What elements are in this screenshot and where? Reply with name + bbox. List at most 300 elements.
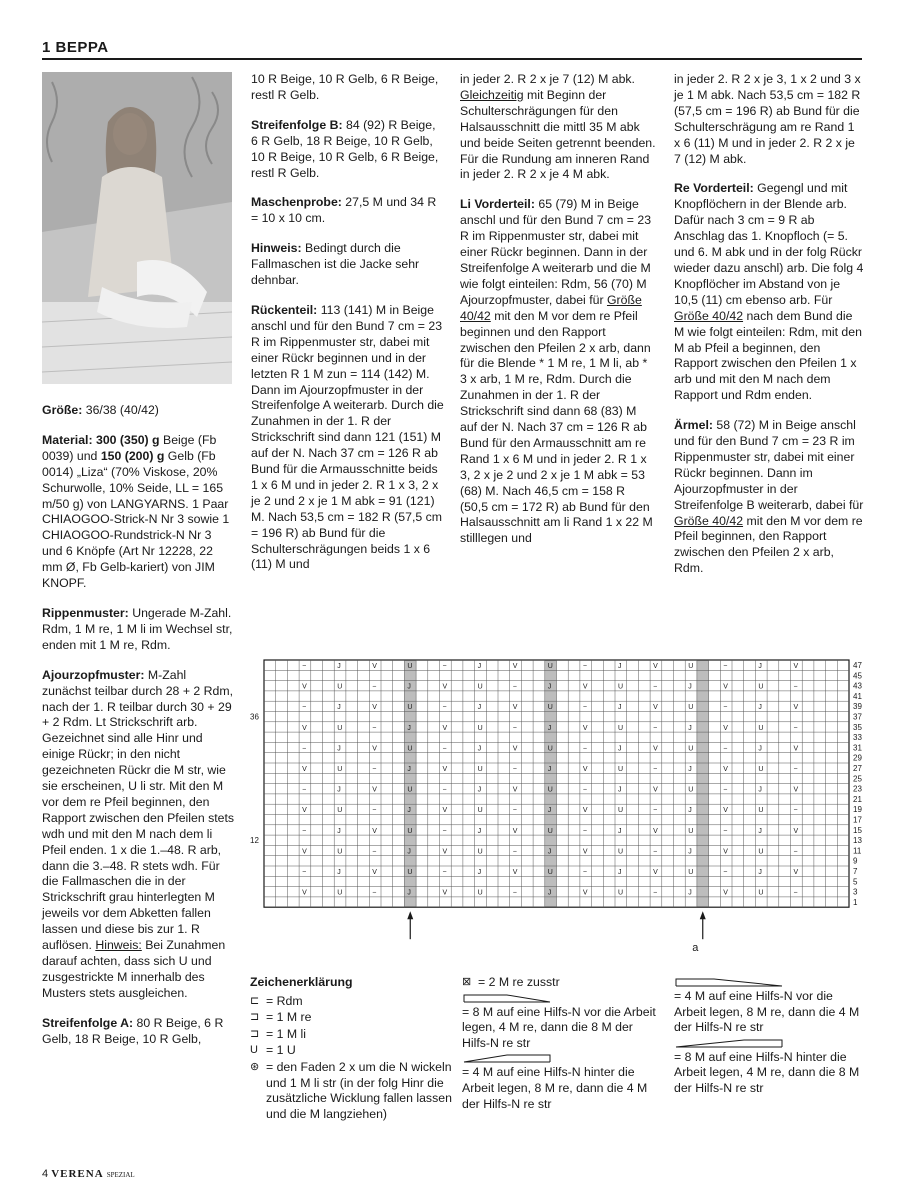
stitch-glyph: J <box>688 807 692 815</box>
legend-text: = 8 M auf eine Hilfs-N vor die Arbeit legen, 4 M re, dann die 8 M der Hilfs-N re str <box>462 1004 656 1050</box>
stitch-glyph: − <box>723 827 728 835</box>
note-paragraph <box>251 241 444 289</box>
stitch-glyph: U <box>688 745 694 753</box>
legend-item <box>674 1050 864 1097</box>
row-number: 19 <box>853 805 862 815</box>
stitch-glyph: − <box>723 704 728 712</box>
row-number: 5 <box>853 877 858 887</box>
cable-right-8-4-icon <box>674 1038 784 1048</box>
stitch-glyph: V <box>512 663 518 670</box>
back-piece-paragraph <box>251 303 444 573</box>
stitch-glyph: J <box>688 683 692 691</box>
stitch-glyph: − <box>442 869 447 876</box>
legend-item <box>250 1027 460 1043</box>
column-2 <box>251 72 444 587</box>
stitch-glyph: U <box>688 827 694 835</box>
stitch-glyph: U <box>688 704 694 712</box>
stitch-glyph: − <box>372 683 377 691</box>
row-number: 41 <box>853 691 862 701</box>
row-number: 1 <box>853 897 858 907</box>
stitch-glyph: J <box>477 786 482 794</box>
stitch-glyph: J <box>758 704 762 712</box>
stitch-glyph: J <box>547 683 552 691</box>
stitch-glyph: − <box>372 807 377 815</box>
stitch-glyph: − <box>302 827 307 835</box>
row-number: 35 <box>853 722 862 732</box>
note-label: Hinweis: <box>251 241 302 256</box>
stitch-glyph: J <box>477 827 482 835</box>
page-footer <box>42 1168 135 1180</box>
stitch-glyph: − <box>723 663 728 670</box>
stitch-glyph: U <box>547 869 553 876</box>
stitch-glyph: − <box>653 889 658 897</box>
stitch-glyph: V <box>582 889 588 897</box>
yarn-over-symbol: U <box>250 1044 258 1057</box>
row-number: 17 <box>853 815 862 825</box>
stitch-glyph: U <box>337 766 343 773</box>
rib-pattern-text: Ungerade M-Zahl. Rdm, 1 M re, 1 M li im Wechsel str, enden mit 1 M re, Rdm. <box>42 605 233 652</box>
stitch-glyph: J <box>758 786 762 794</box>
stitch-glyph: U <box>407 869 413 876</box>
stitch-glyph: J <box>547 766 552 773</box>
stitch-glyph: U <box>477 766 483 773</box>
stitch-glyph: U <box>618 766 624 773</box>
stitch-glyph: U <box>407 827 413 835</box>
stripe-a-label: Streifenfolge A: <box>42 1015 134 1030</box>
row-number: 23 <box>853 784 862 794</box>
legend-title: Zeichenerklärung <box>250 975 353 989</box>
magazine-subtitle: SPEZIAL <box>106 1171 135 1179</box>
stitch-glyph: J <box>688 724 692 732</box>
stitch-glyph: − <box>512 766 517 773</box>
legend-item <box>462 1065 657 1112</box>
row-number: 43 <box>853 681 862 691</box>
stitch-glyph: J <box>407 807 411 815</box>
ajour-hinweis: Hinweis: <box>95 938 142 953</box>
stitch-glyph: V <box>582 683 588 691</box>
row-number: 31 <box>853 743 862 753</box>
stitch-glyph: U <box>547 786 553 794</box>
stitch-glyph: V <box>512 869 518 876</box>
stitch-glyph: U <box>407 704 413 712</box>
rib-pattern-paragraph <box>42 606 235 654</box>
stitch-glyph: − <box>723 786 728 794</box>
stitch-glyph: J <box>547 889 552 897</box>
legend-item <box>250 1043 460 1059</box>
legend-text: = Rdm <box>266 993 303 1008</box>
stitch-glyph: J <box>618 745 622 753</box>
stitch-glyph: − <box>793 889 798 897</box>
row-number: 29 <box>853 753 862 763</box>
pattern-title: 1 BEPPA <box>42 39 109 56</box>
column-3 <box>460 72 656 561</box>
stitch-glyph: J <box>407 766 411 773</box>
stitch-glyph: U <box>688 869 694 876</box>
row-number: 11 <box>853 846 862 856</box>
stitch-glyph: J <box>337 663 341 670</box>
row-number: 45 <box>853 671 862 681</box>
stitch-glyph: J <box>688 766 692 773</box>
stitch-glyph: V <box>442 683 448 691</box>
stitch-glyph: J <box>688 889 692 897</box>
stitch-glyph: J <box>477 663 482 670</box>
cable-left-4-8-icon <box>674 977 784 987</box>
stitch-glyph: V <box>442 848 448 856</box>
gauge-label: Maschenprobe: <box>251 195 342 210</box>
stitch-glyph: V <box>653 869 658 876</box>
stitch-glyph: U <box>337 848 343 856</box>
sleeves-label: Ärmel: <box>674 418 713 433</box>
stitch-glyph: V <box>302 683 307 691</box>
stitch-glyph: V <box>582 724 588 732</box>
row-number: 12 <box>250 836 259 846</box>
row-number: 47 <box>853 661 862 670</box>
stitch-glyph: V <box>512 827 518 835</box>
stitch-glyph: V <box>372 786 377 794</box>
size-paragraph <box>42 403 235 419</box>
ajour-pattern-text-1: M-Zahl zunächst teilbar durch 28 + 2 Rdm, nach der 1. R teilbar durch 30 + 29 + 2 Rdm. Lt Strickschrift arb. Gezeichnet sind alle Hinr und einige Rückr; in den nicht gezeichneten Rückr die M str, wie sie erscheinen, U li str. Mit den M vor dem re Pfeil beginnen, den Rapport zwischen den Pfeilen stets wdh und mit den M nach dem li Pfeil enden. 1 x die 1.–48. R arb, dann die 3.–48. R stets wdh. Für die Fallmaschen die in der Strickschrift grau hinterlegten M jeweils vor dem Abketten fallen lassen und diese bis zur 1. R auflösen. <box>42 667 235 953</box>
material-paragraph <box>42 433 235 592</box>
stitch-glyph: J <box>337 869 341 876</box>
stitch-glyph: − <box>442 745 447 753</box>
stitch-glyph: − <box>793 766 798 773</box>
legend-text: = 1 M re <box>266 1010 312 1025</box>
stitch-glyph: U <box>758 807 764 815</box>
row-number: 39 <box>853 702 862 712</box>
material-label: Material: <box>42 432 93 447</box>
stitch-glyph: J <box>477 869 482 876</box>
stitch-glyph: J <box>618 827 622 835</box>
legend-text: = 4 M auf eine Hilfs-N vor die Arbeit legen, 8 M re, dann die 4 M der Hilfs-N re str <box>674 989 860 1035</box>
stitch-glyph: V <box>372 704 377 712</box>
stitch-glyph: J <box>547 848 552 856</box>
stitch-glyph: V <box>653 704 658 712</box>
material-bold-1: 300 (350) g <box>92 432 160 447</box>
stitch-glyph: U <box>337 724 343 732</box>
row-number: 13 <box>853 836 862 846</box>
gauge-paragraph <box>251 195 444 227</box>
stitch-glyph: V <box>582 766 588 773</box>
left-front-size: Größe 40/42 <box>460 292 642 323</box>
legend-item <box>462 1005 657 1052</box>
stitch-glyph: − <box>512 848 517 856</box>
stitch-glyph: U <box>407 745 413 753</box>
stitch-glyph: J <box>618 663 622 670</box>
stitch-glyph: U <box>618 724 624 732</box>
stitch-glyph: J <box>407 889 411 897</box>
stitch-glyph: − <box>302 869 307 876</box>
material-text-1: Beige (Fb 0039) und <box>42 432 217 463</box>
stitch-glyph: − <box>442 827 447 835</box>
stitch-glyph: U <box>758 766 764 773</box>
legend-text: = 4 M auf eine Hilfs-N hinter die Arbeit legen, 8 M re, dann die 4 M der Hilfs-N re str <box>462 1065 648 1111</box>
legend-item <box>250 994 460 1010</box>
right-front-size: Größe 40/42 <box>674 308 744 323</box>
left-front-text-2: mit den M vor dem re Pfeil beginnen und den Rapport zwischen den Pfeilen 2 x arb, dann für die Blende * 1 M re, 1 M li, ab * 3 x arb, 1 M re, Rdm. Durch die Zunahmen in der 1. R der Strickschrift sind dann 68 (83) M auf der N. Nach 37 cm = 126 R ab Bund für den Armausschnitt am re Rand 1 x 6 M und in jeder 2. R 1 x 3, 2 x je 2 und 2 x je 1 M abk = 53 (68) M. Nach 46,5 cm = 158 R (50,5 cm = 172 R) ab Bund für den Halsausschnitt am li Rand 1 x 22 M stilllegen und <box>460 308 653 546</box>
rib-pattern-label: Rippenmuster: <box>42 605 129 620</box>
stitch-glyph: V <box>372 827 377 835</box>
stitch-glyph: U <box>337 683 343 691</box>
stitch-glyph: V <box>512 745 518 753</box>
page-number: 4 <box>42 1168 49 1180</box>
stitch-glyph: V <box>653 745 658 753</box>
stitch-glyph: V <box>302 889 307 897</box>
stitch-glyph: U <box>407 786 413 794</box>
stitch-glyph: U <box>758 848 764 856</box>
sleeves-text-1: 58 (72) M in Beige anschl und für den Bund 7 cm = 23 R im Rippenmuster str, dabei mit einer Rückr beginnen. Dann im Ajourzopfmuster in der Streifenfolge B weiterarb, dabei für <box>674 418 864 512</box>
stitch-glyph: U <box>758 889 764 897</box>
stitch-glyph: V <box>793 704 799 712</box>
stitch-glyph: J <box>758 663 762 670</box>
stitch-glyph: V <box>653 786 658 794</box>
stitch-glyph: − <box>442 663 447 670</box>
stitch-glyph: − <box>793 807 798 815</box>
sleeves-size: Größe 40/42 <box>674 513 744 528</box>
column-1 <box>42 403 235 1062</box>
stitch-glyph: − <box>442 786 447 794</box>
knitting-chart <box>250 655 865 955</box>
row-number: 25 <box>853 774 862 784</box>
sleeves-text-2: mit den M vor dem re Pfeil beginnen, den Rapport zwischen den Pfeilen 2 x arb, Rdm. <box>674 513 863 576</box>
stitch-glyph: − <box>512 683 517 691</box>
right-front-paragraph <box>674 181 864 404</box>
stitch-glyph: V <box>302 848 307 856</box>
stitch-glyph: − <box>793 848 798 856</box>
stripe-a-text: 80 R Beige, 6 R Gelb, 18 R Beige, 10 R Gelb, <box>42 1015 224 1046</box>
stitch-glyph: V <box>723 766 728 773</box>
sleeves-paragraph <box>674 418 864 577</box>
magazine-brand: VERENA <box>51 1168 104 1180</box>
size-label: Größe: <box>42 403 83 417</box>
stitch-glyph: U <box>758 683 764 691</box>
stitch-glyph: V <box>793 663 799 670</box>
row-number: 36 <box>250 712 259 722</box>
purl-stitch-symbol: ⊐ <box>250 1027 260 1040</box>
stitch-glyph: U <box>547 704 553 712</box>
stitch-glyph: − <box>653 848 658 856</box>
back-cont-text-2: mit Beginn der Schulterschrägungen für den Halsausschnitt die mittl 35 M abk und beide Seiten getrennt beenden. Für die Rundung am inneren Rand in jeder 2. R 2 x je 4 M abk. <box>460 87 656 182</box>
stitch-glyph: − <box>653 807 658 815</box>
stitch-glyph: V <box>512 704 518 712</box>
stitch-glyph: V <box>582 807 588 815</box>
k2tog-symbol: ⊠ <box>462 976 472 988</box>
left-front-label: Li Vorderteil: <box>460 197 535 212</box>
stitch-glyph: V <box>793 786 799 794</box>
gauge-text: 27,5 M und 34 R = 10 x 10 cm. <box>251 195 437 226</box>
legend-item <box>462 975 657 991</box>
stitch-glyph: U <box>477 807 483 815</box>
stitch-glyph: U <box>758 724 764 732</box>
stitch-glyph: J <box>337 786 341 794</box>
ajour-pattern-paragraph <box>42 668 235 1002</box>
stitch-glyph: U <box>477 848 483 856</box>
stitch-glyph: U <box>337 889 343 897</box>
material-bold-2: 150 (200) g <box>100 448 165 463</box>
stitch-glyph: U <box>688 663 694 670</box>
legend-column-3 <box>674 975 864 1098</box>
stitch-glyph: V <box>653 663 658 670</box>
knit-stitch-symbol: ⊐ <box>250 1011 260 1024</box>
row-number: 37 <box>853 712 862 722</box>
stitch-glyph: J <box>618 786 622 794</box>
stitch-glyph: U <box>547 663 553 670</box>
double-wrap-symbol: ⊛ <box>250 1060 260 1073</box>
knitting-chart-grid <box>250 655 865 955</box>
stitch-glyph: − <box>723 869 728 876</box>
arrow-head <box>700 911 706 919</box>
stripe-b-text: 84 (92) R Beige, 6 R Gelb, 18 R Beige, 10 R Gelb, 10 R Beige, 10 R Gelb, 6 R Beige, restl R Gelb. <box>251 117 439 180</box>
stitch-glyph: V <box>793 869 799 876</box>
legend-column-2 <box>462 975 657 1113</box>
stitch-glyph: U <box>618 683 624 691</box>
page-header <box>42 38 862 60</box>
stitch-glyph: − <box>653 683 658 691</box>
stitch-glyph: U <box>618 807 624 815</box>
material-text-2: Gelb (Fb 0014) „Liza“ (70% Viskose, 20% Schurwolle, 10% Seide, LL = 165 m/50 g) von LANGYARNS. 1 Paar CHIAOGOO-Strick-N Nr 3 sowie 1 CHIAOGOO-Rundstrick-N Nr 3 und 6 Knöpfe (Art Nr 12228, 22 mm Ø, Fb Gelb-kariert) von JIM KNOPF. <box>42 448 230 591</box>
stripe-a-continuation: 10 R Beige, 10 R Gelb, 6 R Beige, restl R Gelb. <box>251 72 439 102</box>
left-front-continuation: in jeder 2. R 2 x je 3, 1 x 2 und 3 x je 1 M abk. Nach 53,5 cm = 182 R (57,5 cm = 196 R) ab Bund für die Schulterschrägung am re Rand 1 x 6 (11) M und in jeder 2. R 2 x je 7 (12) M abk. <box>674 72 861 166</box>
legend-text: = 1 M li <box>266 1026 306 1041</box>
stitch-glyph: J <box>547 807 552 815</box>
cable-left-8-4-icon <box>462 993 552 1003</box>
edge-stitch-symbol: ⊏ <box>250 994 260 1007</box>
stitch-glyph: V <box>723 889 728 897</box>
stitch-glyph: J <box>477 704 482 712</box>
stitch-glyph: U <box>407 663 413 670</box>
stitch-glyph: V <box>302 724 307 732</box>
stitch-glyph: V <box>582 848 588 856</box>
stitch-glyph: V <box>793 827 799 835</box>
stitch-glyph: J <box>758 869 762 876</box>
stitch-glyph: − <box>582 663 587 670</box>
row-number: 33 <box>853 733 862 743</box>
right-front-label: Re Vorderteil: <box>674 181 754 196</box>
stitch-glyph: U <box>547 827 553 835</box>
model-photo-illustration <box>42 72 232 384</box>
stitch-glyph: J <box>758 827 762 835</box>
stitch-glyph: V <box>723 848 728 856</box>
stitch-glyph: − <box>302 786 307 794</box>
right-front-text-2: nach dem Bund die M wie folgt einteilen: Rdm, mit den M ab Pfeil a beginnen, den Rapport zwischen den Pfeilen 1 x arb und mit den M nach dem Rapport und Rdm enden. <box>674 308 862 403</box>
legend-item <box>674 989 864 1036</box>
stitch-glyph: − <box>302 745 307 753</box>
stitch-glyph: J <box>618 869 622 876</box>
stitch-glyph: − <box>793 683 798 691</box>
stitch-glyph: V <box>653 827 658 835</box>
row-number: 3 <box>853 887 858 897</box>
stitch-glyph: V <box>302 766 307 773</box>
stitch-glyph: J <box>337 745 341 753</box>
stripe-b-label: Streifenfolge B: <box>251 117 343 132</box>
stitch-glyph: − <box>582 745 587 753</box>
stitch-glyph: J <box>758 745 762 753</box>
stitch-glyph: V <box>442 807 448 815</box>
stitch-glyph: − <box>372 724 377 732</box>
stitch-glyph: V <box>372 869 377 876</box>
stitch-glyph: V <box>372 745 377 753</box>
legend-text: = 1 U <box>266 1043 296 1058</box>
stitch-glyph: J <box>688 848 692 856</box>
stitch-glyph: − <box>582 827 587 835</box>
stitch-glyph: − <box>372 889 377 897</box>
back-piece-text: 113 (141) M in Beige anschl und für den Bund 7 cm = 23 R im Rippenmuster str, dabei mit einer Rückr beginnen und in der letzten R 1 M zun = 114 (142) M. Dann im Ajourzopfmuster in der Streifenfolge A weiterarb. Durch die Zunahmen in der 1. R der Strickschrift sind dann 121 (151) M auf der N. Nach 37 cm = 126 R ab Bund für die Armausschnitte beids 1 x 6 M und in jeder 2. R 1 x 3, 2 x je 2 und 2 x je 1 M abk = 91 (121) M. Nach 53,5 cm = 182 R (57,5 cm = 196 R) ab Bund für die Schulterschrägungen beids 1 x 6 (11) M und <box>251 302 444 572</box>
stitch-glyph: U <box>618 889 624 897</box>
stitch-glyph: V <box>372 663 377 670</box>
row-number: 27 <box>853 764 862 773</box>
stitch-glyph: − <box>512 807 517 815</box>
arrow-label-a: a <box>692 942 699 955</box>
legend-column-1 <box>250 975 460 1123</box>
stitch-glyph: J <box>407 724 411 732</box>
right-front-text-1: Gegengl und mit Knopflöchern in der Blende arb. Dafür nach 3 cm = 9 R ab Anschlag das 1. Knopfloch (= 5. und 6. M abk und in der folg Rückr wieder dazu anschl) arb. Die folg 4 Knopflöcher im Abstand von je 10,5 (11) cm ebenso arb. Für <box>674 181 864 307</box>
stitch-glyph: − <box>723 745 728 753</box>
back-cont-text-1: in jeder 2. R 2 x je 7 (12) M abk. <box>460 72 635 86</box>
stitch-glyph: U <box>337 807 343 815</box>
left-front-paragraph <box>460 197 656 547</box>
back-piece-continuation <box>460 72 656 183</box>
stitch-glyph: V <box>723 683 728 691</box>
legend-text: = den Faden 2 x um die N wickeln und 1 M li str (in der folg Hinr die zusätzliche Wicklung fallen lassen und die M langziehen) <box>266 1059 452 1121</box>
stripe-b-paragraph <box>251 118 444 182</box>
legend-text: = 8 M auf eine Hilfs-N hinter die Arbeit legen, 4 M re, dann die 8 M der Hilfs-N re str <box>674 1049 860 1095</box>
stitch-glyph: V <box>442 889 448 897</box>
legend-item <box>250 1060 460 1122</box>
stitch-glyph: − <box>582 786 587 794</box>
stitch-glyph: − <box>302 704 307 712</box>
cable-right-4-8-icon <box>462 1053 552 1063</box>
stitch-glyph: J <box>547 724 552 732</box>
stitch-glyph: J <box>337 827 341 835</box>
size-text: 36/38 (40/42) <box>82 403 159 417</box>
stitch-glyph: U <box>477 683 483 691</box>
stitch-glyph: − <box>512 724 517 732</box>
back-piece-label: Rückenteil: <box>251 302 318 317</box>
stitch-glyph: U <box>688 786 694 794</box>
stitch-glyph: V <box>723 807 728 815</box>
stitch-glyph: J <box>407 683 411 691</box>
row-number: 15 <box>853 825 862 835</box>
stitch-glyph: − <box>582 704 587 712</box>
legend-text: = 2 M re zusstr <box>478 975 560 989</box>
ajour-pattern-label: Ajourzopfmuster: <box>42 667 145 682</box>
stitch-glyph: U <box>547 745 553 753</box>
stitch-glyph: − <box>653 766 658 773</box>
note-text: Bedingt durch die Fallmaschen ist die Jacke sehr dehnbar. <box>251 241 420 288</box>
row-number: 7 <box>853 867 858 876</box>
model-photo <box>42 72 232 384</box>
stitch-glyph: V <box>793 745 799 753</box>
gleichzeitig-word: Gleichzeitig <box>460 87 524 102</box>
row-number: 9 <box>853 856 858 866</box>
stitch-glyph: V <box>512 786 518 794</box>
stitch-glyph: − <box>512 889 517 897</box>
stitch-glyph: V <box>442 724 448 732</box>
stitch-glyph: − <box>372 848 377 856</box>
stitch-glyph: − <box>372 766 377 773</box>
stitch-glyph: − <box>582 869 587 876</box>
stripe-a-paragraph <box>42 1016 235 1048</box>
stitch-glyph: − <box>302 663 307 670</box>
stitch-glyph: J <box>477 745 482 753</box>
stitch-glyph: − <box>653 724 658 732</box>
stitch-glyph: U <box>477 889 483 897</box>
stitch-glyph: J <box>618 704 622 712</box>
stitch-glyph: − <box>793 724 798 732</box>
row-number: 21 <box>853 794 862 804</box>
stitch-glyph: J <box>407 848 411 856</box>
left-front-text-1: 65 (79) M in Beige anschl und für den Bund 7 cm = 23 R im Rippenmuster str, dabei mit einer Rückr beginnen. Dann in der Streifenfolge A weiterarb und die M wie folgt einteilen: Rdm, 56 (70) M Ajourzopfmuster, dabei für <box>460 197 652 307</box>
stitch-glyph: V <box>723 724 728 732</box>
